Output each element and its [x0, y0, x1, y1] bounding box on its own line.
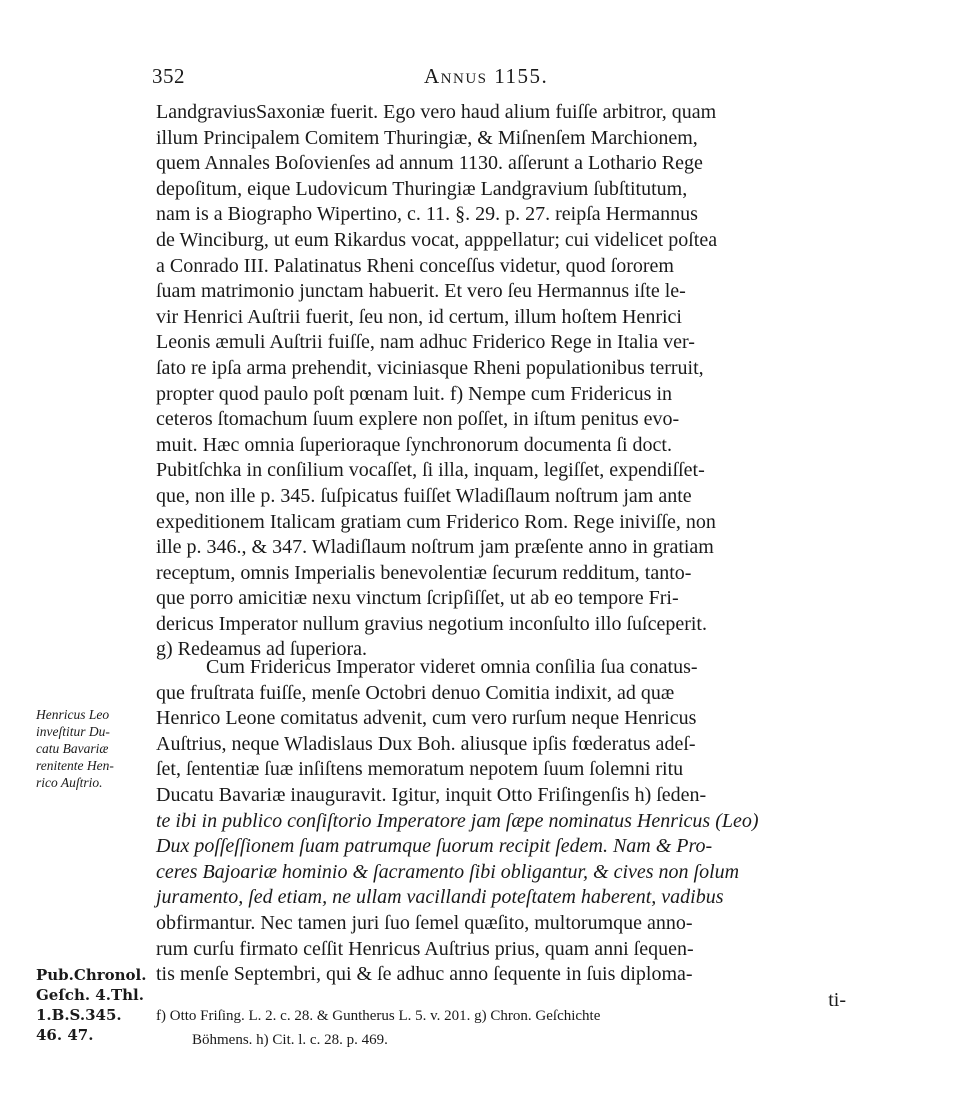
text-line: depoſitum, eique Ludovicum Thuringiæ Landgravium ſubſtitutum,	[156, 177, 688, 200]
text-line: Leonis æmuli Auſtrii fuiſſe, nam adhuc Friderico Rege in Italia ver-	[156, 331, 695, 354]
text-line: Henrico Leone comitatus advenit, cum vero rurſum neque Henricus	[156, 707, 697, 730]
text-line: Ducatu Bavariæ inauguravit. Igitur, inquit Otto Friſingenſis h) ſeden-	[156, 783, 707, 806]
text-line: illum Principalem Comitem Thuringiæ, & Miſnenſem Marchionem,	[156, 126, 698, 149]
text-line: ſet, ſententiæ ſuæ inſiſtens memoratum nepotem ſuum ſolemni ritu	[156, 758, 684, 781]
text-line: g) Redeamus ad ſuperiora.	[156, 638, 368, 661]
text-line: nam is a Biographo Wipertino, c. 11. §. 29. p. 27. reipſa Hermannus	[156, 203, 698, 226]
page-header	[0, 64, 960, 94]
text-line: quem Annales Boſovienſes ad annum 1130. aſſerunt a Lothario Rege	[156, 152, 703, 175]
marginal-note-line: renitente Hen-	[36, 758, 114, 773]
page-number: 352	[152, 64, 185, 88]
text-line: ſato re ipſa arma prehendit, viciniasque Rheni populationibus terruit,	[156, 356, 704, 379]
text-line: a Conrado III. Palatinatus Rheni conceſſus videtur, quod ſororem	[156, 254, 674, 277]
side-reference	[36, 965, 156, 1045]
text-line: Auſtrius, neque Wladislaus Dux Boh. aliusque ipſis fœderatus adeſ-	[156, 732, 696, 755]
marginal-note	[36, 706, 154, 791]
text-line: que, non ille p. 345. ſuſpicatus fuiſſet Wladiſlaum noſtrum jam ante	[156, 484, 692, 507]
text-line: Pubitſchka in conſilium vocaſſet, ſi illa, inquam, legiſſet, expendiſſet-	[156, 459, 705, 482]
text-line: de Winciburg, ut eum Rikardus vocat, apppellatur; cui videlicet poſtea	[156, 228, 718, 251]
text-line-catchword: ti-	[828, 988, 846, 1011]
text-line: expeditionem Italicam gratiam cum Friderico Rom. Rege iniviſſe, non	[156, 510, 716, 533]
marginal-note-line: rico Auſtrio.	[36, 775, 103, 790]
marginal-note-line: inveſtitur Du-	[36, 724, 110, 739]
paragraph-1	[156, 100, 846, 663]
side-reference-line: Geſch. 4.Thl.	[36, 986, 144, 1004]
text-line: que fruſtrata fuiſſe, menſe Octobri denuo Comitia indixit, ad quæ	[156, 681, 675, 704]
text-line: ceres Bajoariæ hominio & ſacramento ſibi obligantur, & cives non ſolum	[156, 860, 740, 883]
footnote-line: Böhmens. h) Cit. l. c. 28. p. 469.	[192, 1032, 388, 1048]
text-line: vir Henrici Auſtrii fuerit, ſeu non, id certum, illum hoſtem Henrici	[156, 305, 682, 328]
text-line: ceteros ſtomachum ſuum explere non poſſet, in iſtum penitus evo-	[156, 408, 680, 431]
side-reference-line: 1.B.S.345.	[36, 1006, 122, 1024]
text-line: que porro amicitiæ nexu vinctum ſcripſiſſet, ut ab eo tempore Fri-	[156, 587, 679, 610]
footnote-line: f) Otto Friſing. L. 2. c. 28. & Guntherus L. 5. v. 201. g) Chron. Geſchichte	[156, 1008, 601, 1024]
text-line: te ibi in publico conſiſtorio Imperatore jam ſæpe nominatus Henricus (Leo)	[156, 809, 759, 832]
text-line: dericus Imperator nullum gravius negotium inconſulto illo ſuſceperit.	[156, 612, 707, 635]
marginal-note-line: catu Bavariæ	[36, 741, 109, 756]
marginal-note-line: Henricus Leo	[36, 707, 110, 722]
footnotes	[156, 1004, 846, 1052]
text-line: LandgraviusSaxoniæ fuerit. Ego vero haud alium fuiſſe arbitror, quam	[156, 101, 717, 123]
text-line: tis menſe Septembri, qui & ſe adhuc anno ſequente in ſuis diploma-	[156, 963, 693, 986]
text-line: juramento, ſed etiam, ne ullam vacillandi poteſtatem haberent, vadibus	[156, 886, 724, 909]
text-line: ille p. 346., & 347. Wladiſlaum noſtrum jam præſente anno in gratiam	[156, 536, 714, 559]
text-line: Dux poſſeſſionem ſuam patrumque ſuorum recipit ſedem. Nam & Pro-	[156, 835, 713, 858]
text-line: ſuam matrimonio junctam habuerit. Et vero ſeu Hermannus iſte le-	[156, 280, 686, 303]
paragraph-2	[156, 655, 846, 1013]
text-line: Cum Fridericus Imperator videret omnia conſilia ſua conatus-	[206, 656, 698, 678]
text-line: propter quod paulo poſt pœnam luit. f) Nempe cum Fridericus in	[156, 382, 673, 405]
text-line: obfirmantur. Nec tamen juri ſuo ſemel quæſito, multorumque anno-	[156, 911, 693, 934]
running-head: Annus 1155.	[424, 64, 549, 88]
text-line: rum curſu firmato ceſſit Henricus Auſtrius prius, quam anni ſequen-	[156, 937, 694, 960]
side-reference-line: Pub.Chronol.	[36, 966, 147, 984]
text-line: muit. Hæc omnia ſuperioraque ſynchronorum documenta ſi doct.	[156, 433, 672, 456]
text-line: receptum, omnis Imperialis benevolentiæ ſecurum redditum, tanto-	[156, 561, 692, 584]
side-reference-line: 46. 47.	[36, 1026, 94, 1044]
